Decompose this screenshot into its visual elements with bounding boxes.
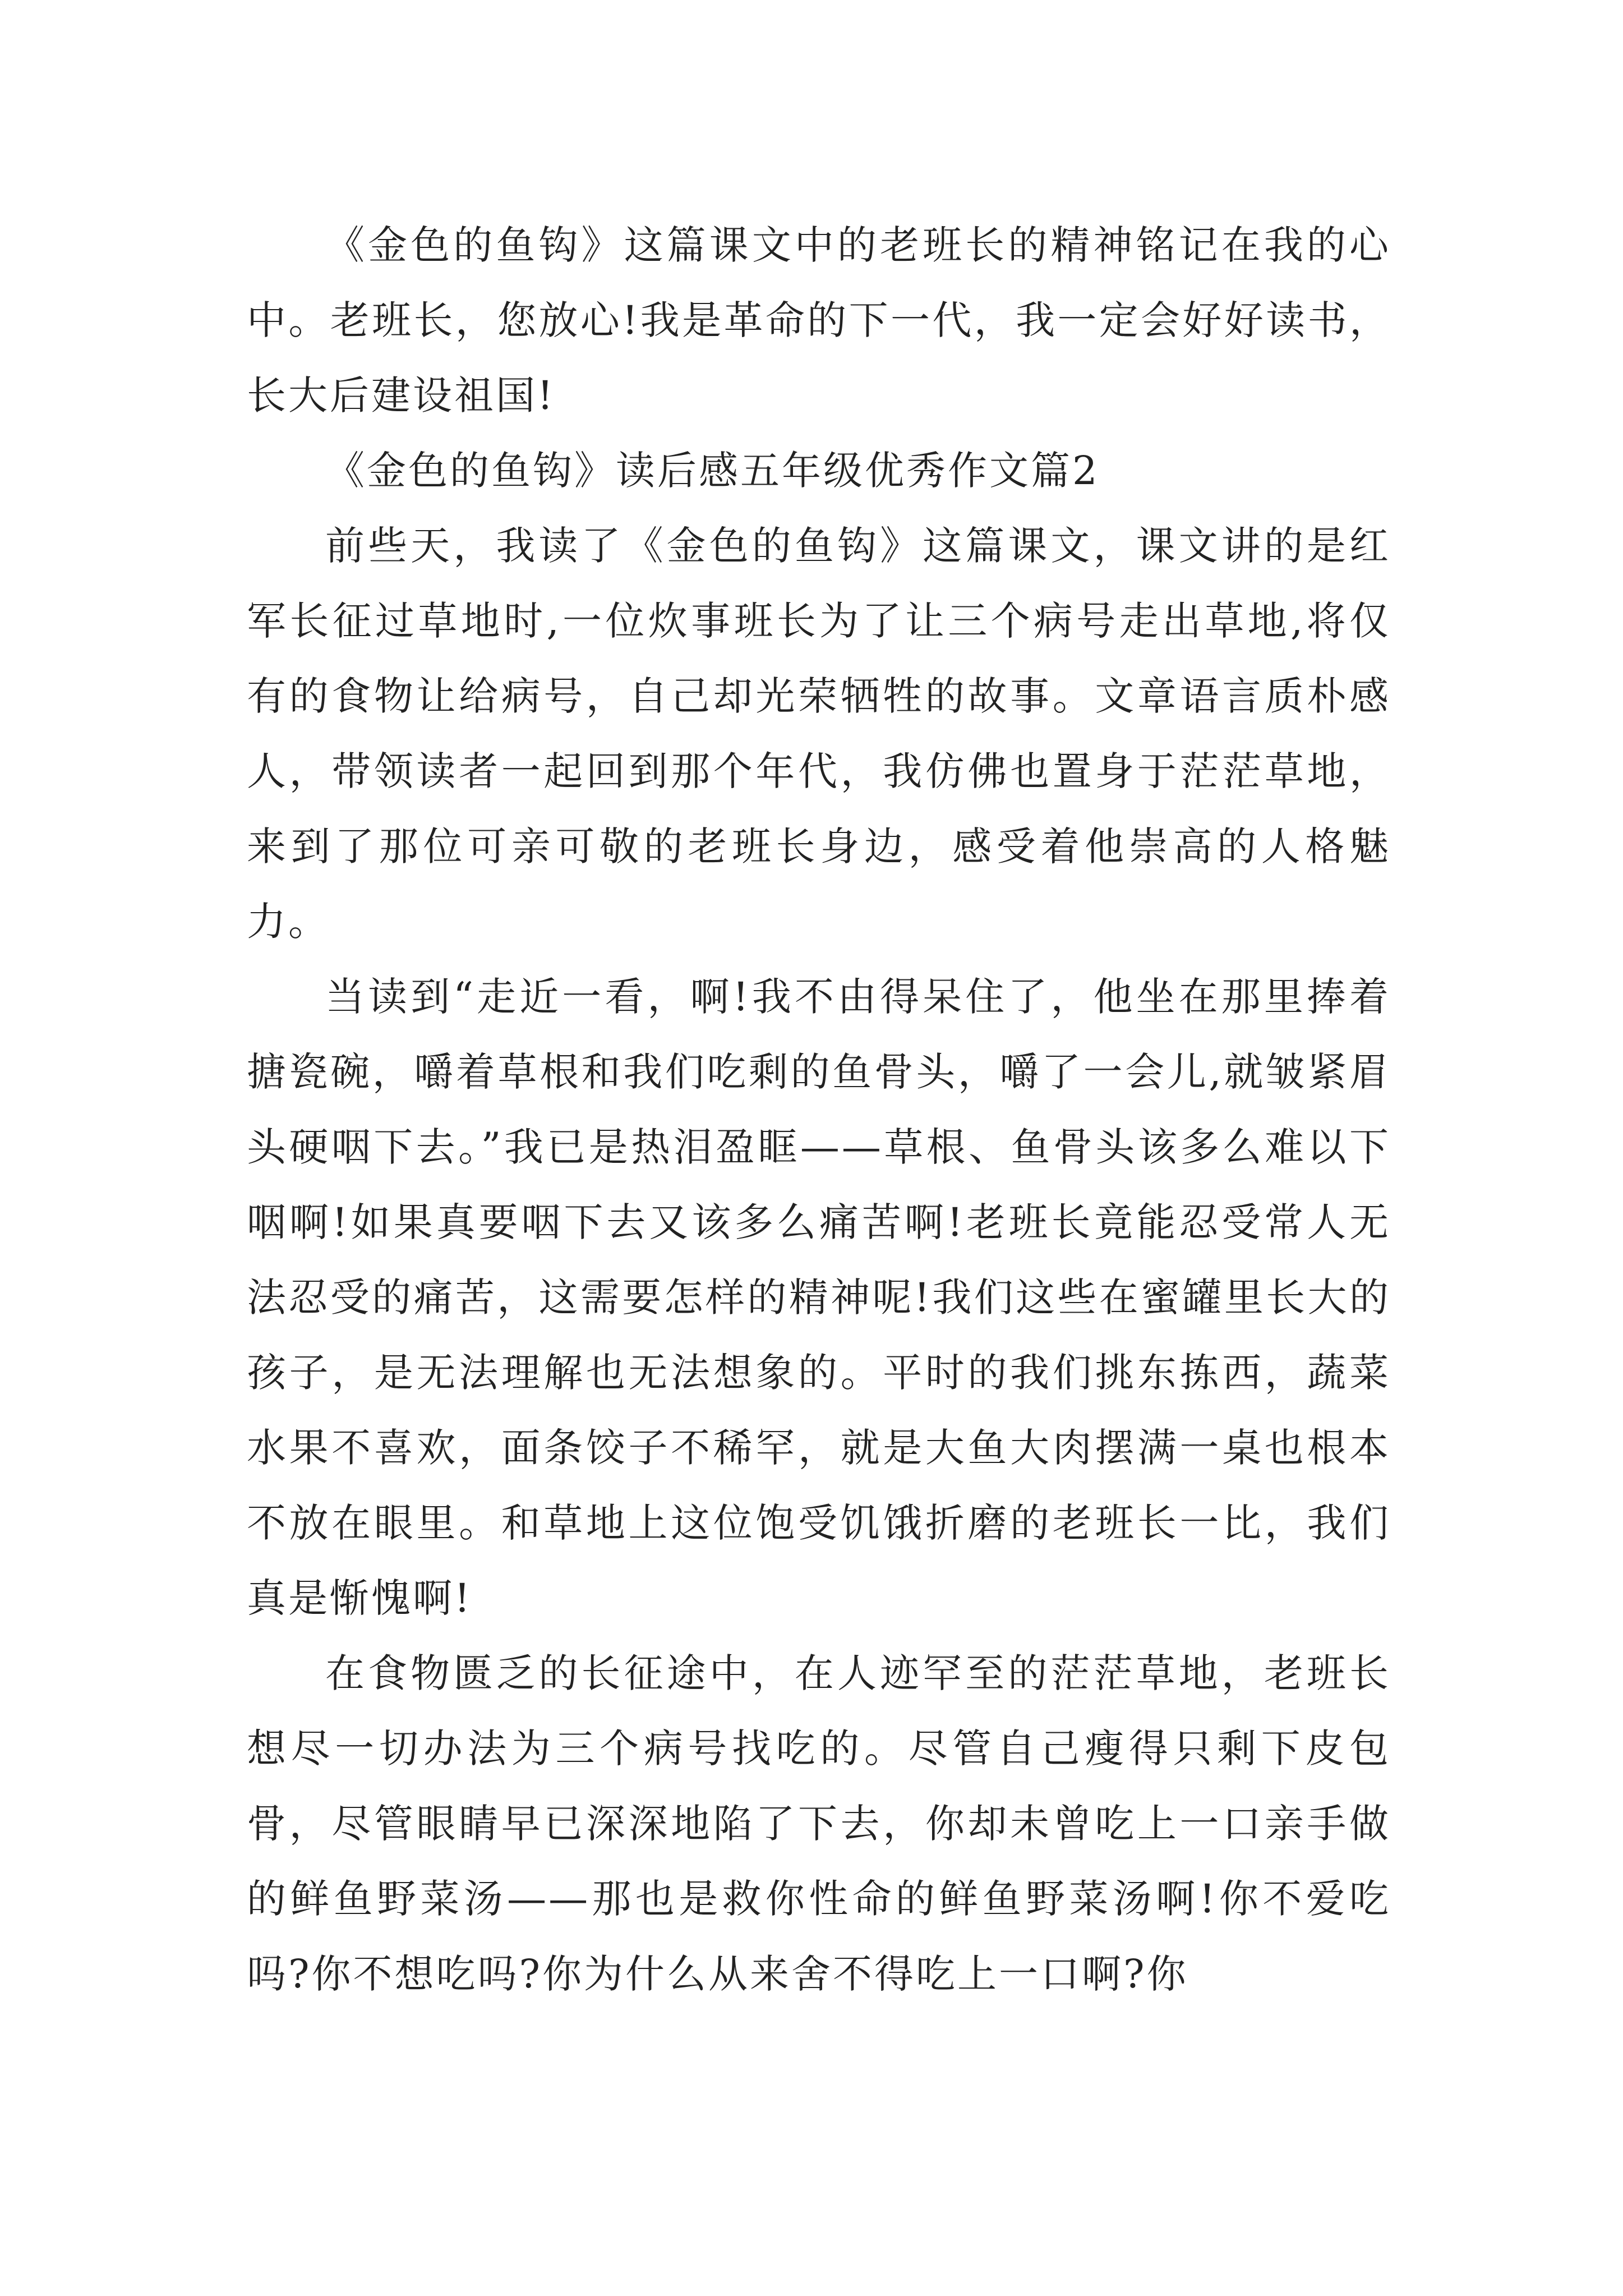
paragraph-reading: 当读到“走近一看，啊!我不由得呆住了，他坐在那里捧着搪瓷碗，嚼着草根和我们吃剩的鱼骨头，嚼了一会儿,就皱紧眉头硬咽下去。”我已是热泪盈眶——草根、鱼骨头该多么难以下咽啊!如果真要咽下去又该多么痛苦啊!老班长竟能忍受常人无法忍受的痛苦，这需要怎样的精神呢!我们这些在蜜罐里长大的孩子，是无法理解也无法想象的。平时的我们挑东拣西，蔬菜水果不喜欢，面条饺子不稀罕，就是大鱼大肉摆满一桌也根本不放在眼里。和草地上这位饱受饥饿折磨的老班长一比，我们真是惭愧啊! [247,974,1391,1621]
document-body [247,208,1391,2012]
paragraph-intro: 前些天，我读了《金色的鱼钩》这篇课文，课文讲的是红军长征过草地时,一位炊事班长为了让三个病号走出草地,将仅有的食物让给病号，自己却光荣牺牲的故事。文章语言质朴感人，带领读者一起回到那个年代，我仿佛也置身于茫茫草地，来到了那位可亲可敬的老班长身边，感受着他崇高的人格魅力。 [247,523,1391,945]
essay-heading: 《金色的鱼钩》读后感五年级优秀作文篇2 [325,448,1100,494]
paragraph-reflection: 在食物匮乏的长征途中，在人迹罕至的茫茫草地，老班长想尽一切办法为三个病号找吃的。尽管自己瘦得只剩下皮包骨，尽管眼睛早已深深地陷了下去，你却未曾吃上一口亲手做的鲜鱼野菜汤——那也是救你性命的鲜鱼野菜汤啊!你不爱吃吗?你不想吃吗?你为什么从来舍不得吃上一口啊?你 [247,1650,1391,1997]
paragraph-conclusion: 《金色的鱼钩》这篇课文中的老班长的精神铭记在我的心中。老班长，您放心!我是革命的下一代，我一定会好好读书，长大后建设祖国! [247,222,1391,418]
